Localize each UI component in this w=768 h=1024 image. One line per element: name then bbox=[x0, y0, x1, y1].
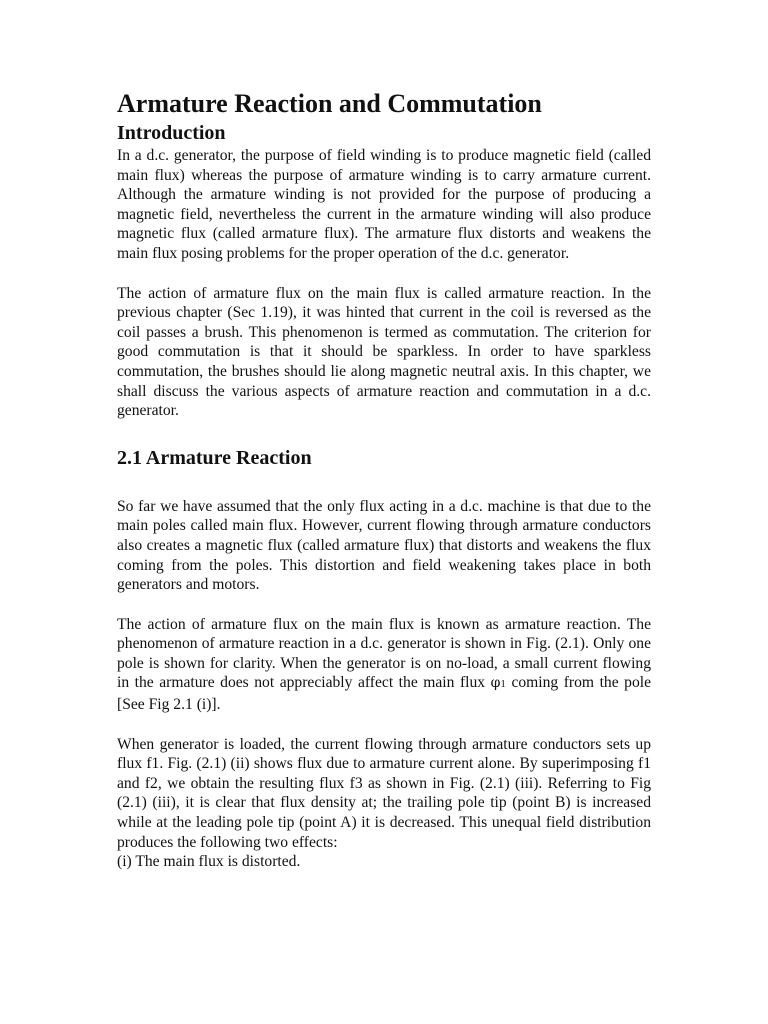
document-page bbox=[117, 88, 651, 872]
section-paragraph-2-text-a: The action of armature flux on the main flux is known as armature reaction. The phenomenon of armature reaction in a d.c. generator is shown in Fig. (2.1). Only one pole is shown for clarity. When the generator is on no-load, a small current flowing in the armature does not appreciably affect the main flux bbox=[117, 615, 651, 692]
phi-symbol: φ bbox=[490, 675, 501, 692]
intro-paragraph-2: The action of armature flux on the main flux is called armature reaction. In the previous chapter (Sec 1.19), it was hinted that current in the coil is reversed as the coil passes a brush. This phenomenon is termed as commutation. The criterion for good commutation is that it should be sparkless. In order to have sparkless commutation, the brushes should lie along magnetic neutral axis. In this chapter, we shall discuss the various aspects of armature reaction and commutation in a d.c. generator. bbox=[117, 284, 651, 420]
section-heading-armature-reaction: 2.1 Armature Reaction bbox=[117, 446, 312, 469]
effect-item-1: (i) The main flux is distorted. bbox=[117, 853, 301, 871]
intro-heading: Introduction bbox=[117, 122, 226, 144]
section-paragraph-3: When generator is loaded, the current flowing through armature conductors sets up flux f1. Fig. (2.1) (ii) shows flux due to armature current alone. By superimposing f1 and f2, we obtain the resulting flux f3 as shown in Fig. (2.1) (iii). Referring to Fig (2.1) (iii), it is clear that flux density at; the trailing pole tip (point B) is increased while at the leading pole tip (point A) it is decreased. This unequal field distribution produces the following two effects: bbox=[117, 735, 651, 851]
intro-paragraph-1: In a d.c. generator, the purpose of field winding is to produce magnetic field (called main flux) whereas the purpose of armature winding is to carry armature current. Although the armature winding is not provided for the purpose of producing a magnetic field, nevertheless the current in the armature winding will also produce magnetic flux (called armature flux). The armature flux distorts and weakens the main flux posing problems for the proper operation of the d.c. generator. bbox=[117, 147, 651, 262]
section-paragraph-2-text-b: coming from the pole [See Fig 2.1 (i)]. bbox=[117, 674, 651, 714]
section-paragraph-2 bbox=[117, 615, 651, 715]
document-title: Armature Reaction and Commutation bbox=[117, 89, 542, 118]
phi-subscript: 1 bbox=[500, 678, 506, 691]
section-paragraph-1: So far we have assumed that the only flux acting in a d.c. machine is that due to the main poles called main flux. However, current flowing through armature conductors also creates a magnetic flux (called armature flux) that distorts and weakens the flux coming from the poles. This distortion and field weakening takes place in both generators and motors. bbox=[117, 497, 651, 594]
